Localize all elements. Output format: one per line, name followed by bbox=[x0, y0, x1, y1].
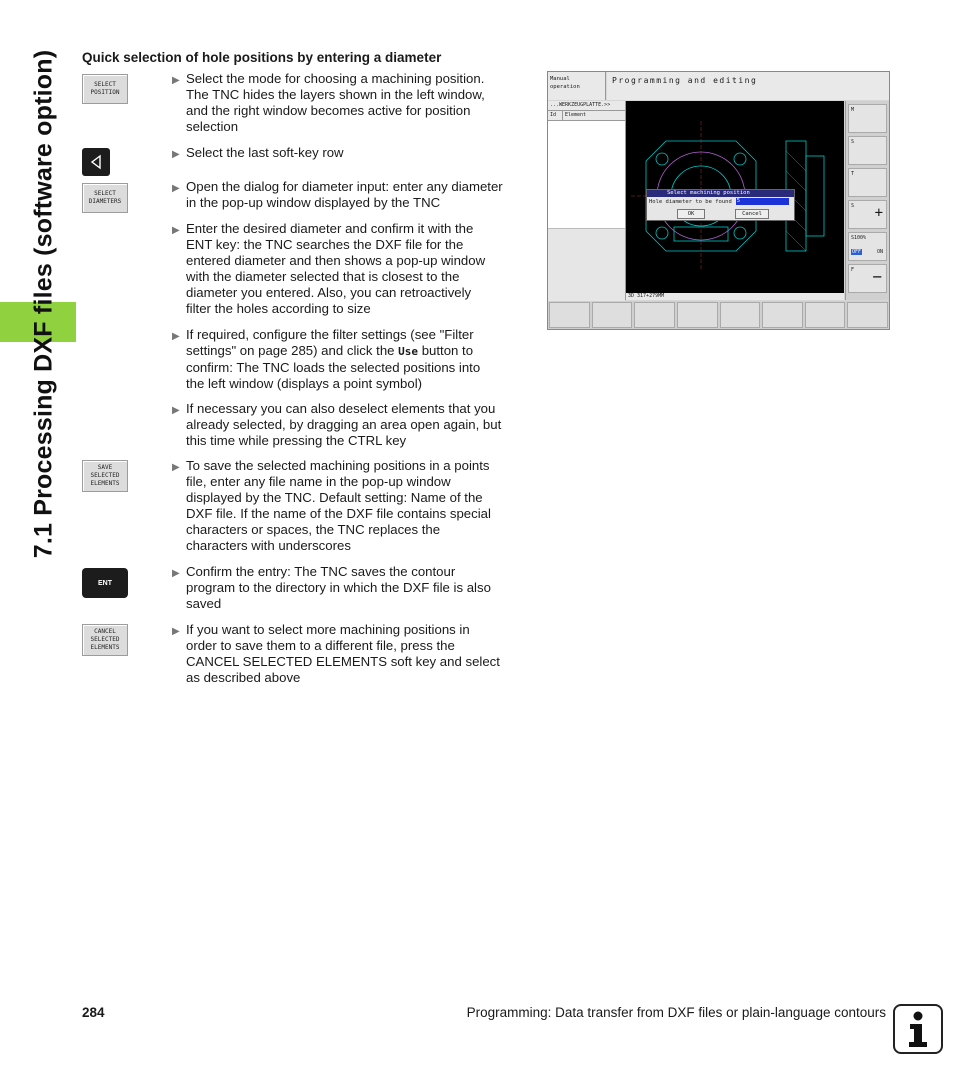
screen-softkey[interactable] bbox=[677, 302, 718, 328]
bullet-triangle-icon: ▶ bbox=[172, 626, 180, 637]
triangle-left-icon bbox=[88, 154, 104, 170]
bullet-triangle-icon: ▶ bbox=[172, 225, 180, 236]
bullet-triangle-icon: ▶ bbox=[172, 568, 180, 579]
info-icon bbox=[893, 1004, 943, 1054]
left-info-panel bbox=[548, 228, 625, 301]
bullet-triangle-icon: ▶ bbox=[172, 75, 180, 86]
ent-key[interactable]: ENT bbox=[82, 568, 128, 598]
chapter-title-vertical: 7.1 Processing DXF files (software option) bbox=[29, 49, 58, 559]
bullet-triangle-icon: ▶ bbox=[172, 462, 180, 473]
step-item: ▶ Open the dialog for diameter input: enter any diameter in the pop-up window displayed by the TNC bbox=[172, 179, 503, 210]
minus-icon: − bbox=[872, 267, 882, 286]
s-plus-button[interactable]: S + bbox=[848, 200, 887, 229]
mode-programming-editing: Programming and editing bbox=[607, 72, 889, 100]
screen-softkey[interactable] bbox=[592, 302, 633, 328]
bullet-triangle-icon: ▶ bbox=[172, 331, 180, 342]
screen-softkey[interactable] bbox=[549, 302, 590, 328]
select-machining-position-dialog bbox=[646, 189, 795, 221]
mode-manual-operation: Manual operation bbox=[548, 72, 606, 100]
footer-chapter-text: Programming: Data transfer from DXF files or plain-language contours bbox=[466, 1005, 886, 1020]
bullet-triangle-icon: ▶ bbox=[172, 405, 180, 416]
bullet-triangle-icon: ▶ bbox=[172, 183, 180, 194]
m-function-button[interactable]: M bbox=[848, 104, 887, 133]
cancel-selected-elements-softkey[interactable]: CANCEL SELECTED ELEMENTS bbox=[82, 624, 128, 656]
step-item: ▶ Select the mode for choosing a machining position. The TNC hides the layers shown in the left window, and the right window becomes active for position selection bbox=[172, 71, 485, 134]
save-selected-elements-softkey[interactable]: SAVE SELECTED ELEMENTS bbox=[82, 460, 128, 492]
step-item: ▶ Enter the desired diameter and confirm it with the ENT key: the TNC searches the DXF file for the entered diameter and then shows a pop-up window with the diameter selected that is closest to the diameter you entered. Also, you can retroactively filter the holes according to size bbox=[172, 221, 486, 316]
hole-diameter-label: Hole diameter to be found bbox=[649, 198, 732, 205]
step-item: ▶ To save the selected machining positions in a points file, enter any file name in the pop-up window displayed by the TNC. Default setting: Name of the DXF file. If the name of the DXF file contains special characters or spaces, the TNC replaces the characters with underscores bbox=[172, 458, 491, 553]
screen-softkey[interactable] bbox=[805, 302, 846, 328]
step-item: ▶ Select the last soft-key row bbox=[172, 145, 524, 161]
f-minus-button[interactable]: F − bbox=[848, 264, 887, 293]
previous-softkey-row-key[interactable] bbox=[82, 148, 110, 176]
select-position-softkey[interactable]: SELECT POSITION bbox=[82, 74, 128, 104]
cancel-button[interactable]: Cancel bbox=[735, 209, 769, 219]
element-list-header: Id Element bbox=[548, 111, 625, 121]
use-button-label: Use bbox=[398, 345, 419, 358]
section-heading: Quick selection of hole positions by entering a diameter bbox=[82, 50, 442, 65]
screen-softkey-row bbox=[548, 301, 889, 329]
plus-icon: + bbox=[874, 205, 883, 221]
screen-softkey[interactable] bbox=[762, 302, 803, 328]
element-list-panel bbox=[548, 101, 626, 300]
dialog-title: Select machining position bbox=[647, 190, 794, 197]
machine-function-column bbox=[845, 101, 890, 300]
t-function-button[interactable]: T bbox=[848, 168, 887, 197]
step-item: ▶ If you want to select more machining positions in order to save them to a different file, press the CANCEL SELECTED ELEMENTS soft key and select as described above bbox=[172, 622, 500, 685]
screen-softkey[interactable] bbox=[720, 302, 761, 328]
select-diameters-softkey[interactable]: SELECT DIAMETERS bbox=[82, 183, 128, 213]
s-function-button[interactable]: S bbox=[848, 136, 887, 165]
page-number: 284 bbox=[82, 1005, 105, 1020]
file-path: ...WERKZEUGPLATTE.>> bbox=[548, 101, 625, 111]
screen-softkey[interactable] bbox=[634, 302, 675, 328]
coordinate-status: 3D 317+279MM bbox=[626, 293, 844, 300]
hole-diameter-input[interactable]: 5 bbox=[736, 198, 789, 205]
step-item: ▶ If required, configure the filter settings (see "Filter settings" on page 285) and click the Use button to confirm: The TNC loads the selected positions into the left window (displays a point symbol) bbox=[172, 327, 481, 391]
ok-button[interactable]: OK bbox=[677, 209, 705, 219]
step-item: ▶ Confirm the entry: The TNC saves the contour program to the directory in which the DXF file is also saved bbox=[172, 564, 491, 611]
tnc-screenshot bbox=[547, 71, 890, 330]
bullet-triangle-icon: ▶ bbox=[172, 149, 180, 160]
screen-softkey[interactable] bbox=[847, 302, 888, 328]
step-item: ▶ If necessary you can also deselect elements that you already selected, by dragging an area open again, but this time while pressing the CTRL key bbox=[172, 401, 502, 448]
spindle-override-button[interactable]: S100% OFF ON bbox=[848, 232, 887, 261]
